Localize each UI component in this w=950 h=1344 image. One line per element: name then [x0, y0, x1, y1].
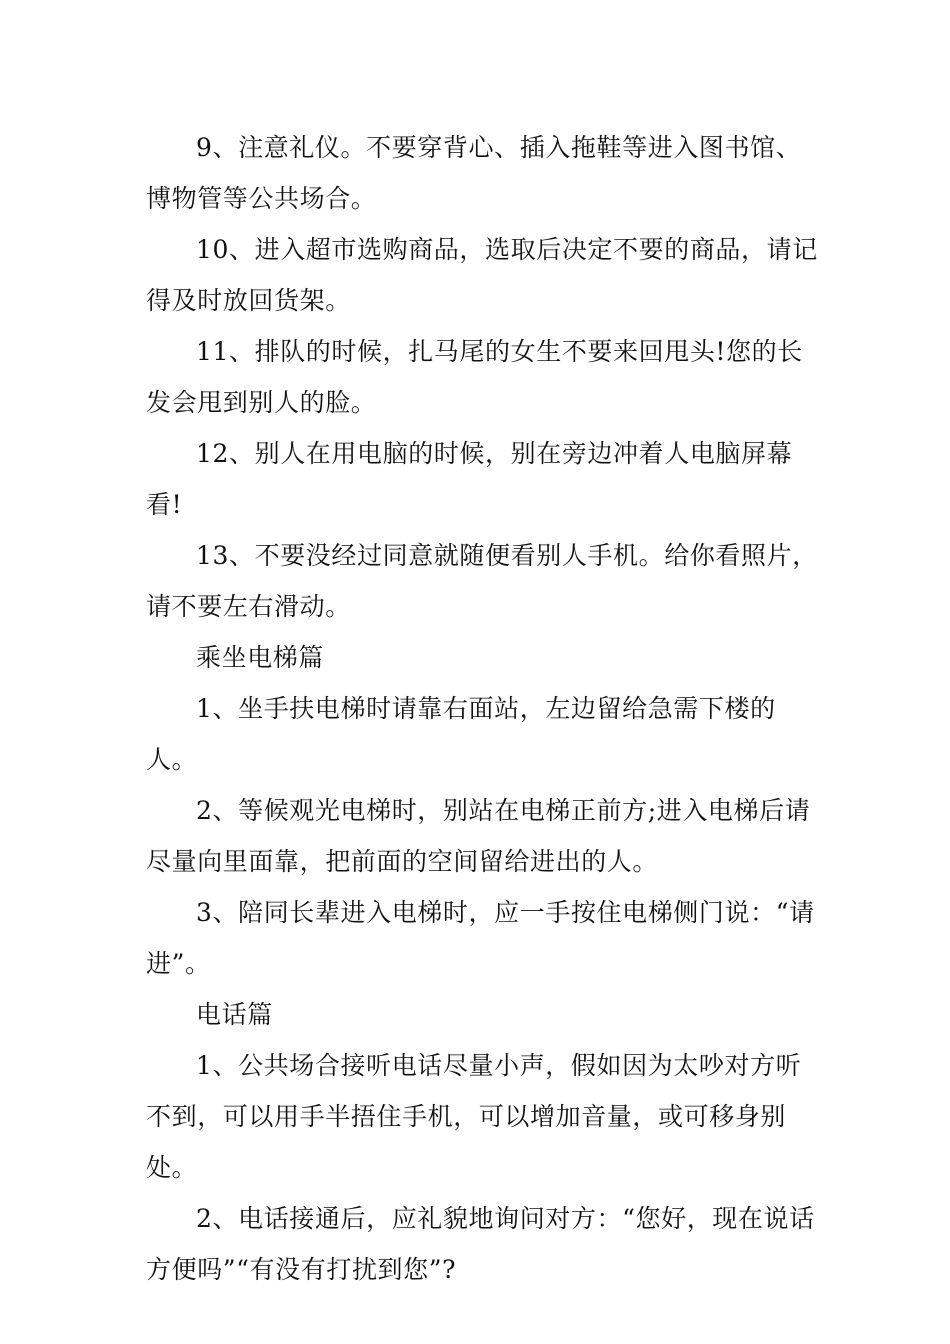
- document-body: [146, 122, 818, 1295]
- phone-item-2: 2、电话接通后，应礼貌地询问对方：“您好，现在说话方便吗”“有没有打扰到您”?: [146, 1204, 815, 1284]
- paragraph-9: 9、注意礼仪。不要穿背心、插入拖鞋等进入图书馆、博物管等公共场合。: [146, 133, 802, 213]
- section-heading-elevator: 乘坐电梯篇: [196, 643, 325, 672]
- elevator-item-3: 3、陪同长辈进入电梯时，应一手按住电梯侧门说：“请进”。: [146, 898, 815, 978]
- paragraph-10: 10、进入超市选购商品，选取后决定不要的商品，请记得及时放回货架。: [146, 235, 818, 315]
- paragraph-13: 13、不要没经过同意就随便看别人手机。给你看照片，请不要左右滑动。: [146, 541, 818, 621]
- section-heading-phone: 电话篇: [196, 1000, 273, 1029]
- phone-item-1: 1、公共场合接听电话尽量小声，假如因为太吵对方听不到，可以用手半捂住手机，可以增加音量，或可移身别处。: [146, 1051, 802, 1182]
- paragraph-11: 11、排队的时候，扎马尾的女生不要来回甩头!您的长发会甩到别人的脸。: [146, 337, 803, 417]
- elevator-item-2: 2、等候观光电梯时，别站在电梯正前方;进入电梯后请尽量向里面靠，把前面的空间留给进出的人。: [146, 796, 811, 876]
- paragraph-12: 12、别人在用电脑的时候，别在旁边冲着人电脑屏幕看!: [146, 439, 793, 519]
- elevator-item-1: 1、坐手扶电梯时请靠右面站，左边留给急需下楼的人。: [146, 694, 776, 774]
